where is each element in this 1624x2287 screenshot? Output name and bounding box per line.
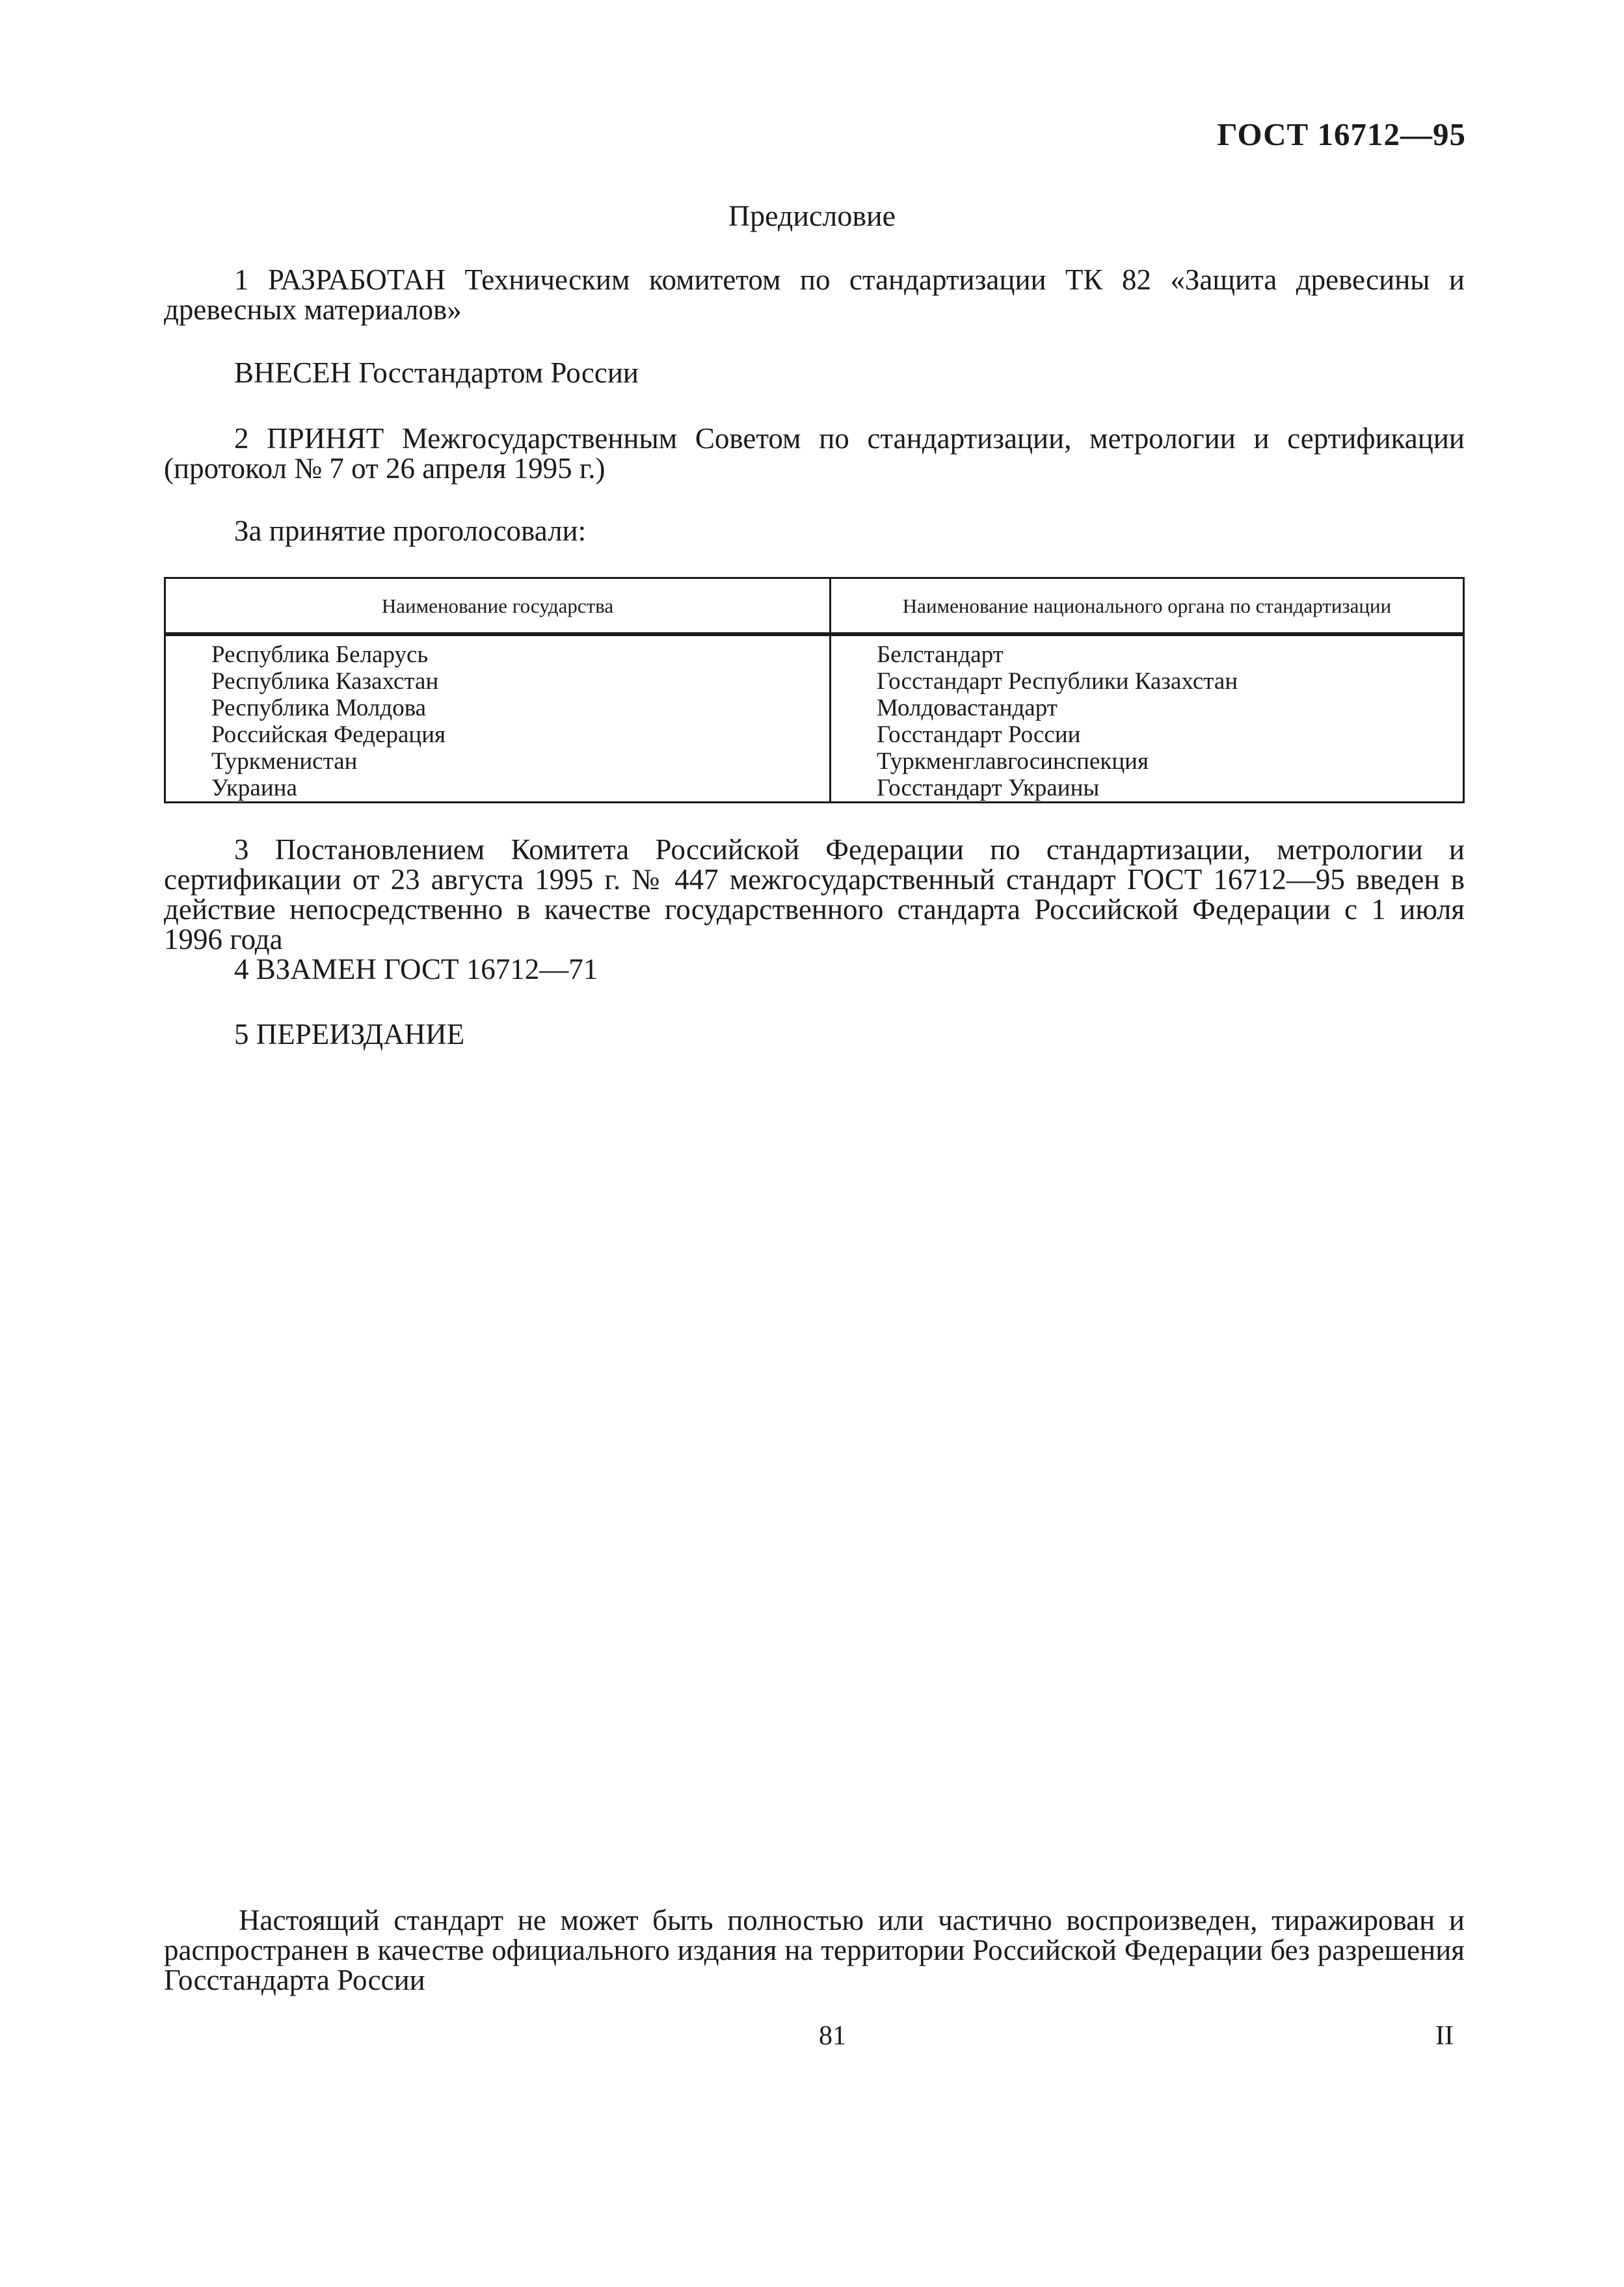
voting-states-table [164,577,1465,803]
section-4-replaces: 4 ВЗАМЕН ГОСТ 16712—71 [234,953,598,985]
section-1-developed: 1 РАЗРАБОТАН Техническим комитетом по стандартизации ТК 82 «Защита древесины и древесных материалов» [164,263,1465,326]
table-row [165,634,1464,668]
copyright-notice: Настоящий стандарт не может быть полностью или частично воспроизведен, тиражирован и распространен в качестве официального издания на территории Российской Федерации без разрешения Госстандарта России [164,1904,1465,1996]
table-row [165,695,1464,721]
table-row [165,721,1464,748]
state-name: Республика Казахстан [165,668,831,695]
standards-body: Белстандарт [831,634,1464,668]
roman-page-marker: II [1435,2021,1454,2051]
section-2-adopted: 2 ПРИНЯТ Межгосударственным Советом по стандартизации, метрологии и сертификации (протокол № 7 от 26 апреля 1995 г.) [164,422,1465,485]
table-row [165,668,1464,695]
standards-body: Госстандарт Республики Казахстан [831,668,1464,695]
standards-body: Молдовастандарт [831,695,1464,721]
column-header-body: Наименование национального органа по стандартизации [831,578,1464,635]
state-name: Российская Федерация [165,721,831,748]
section-5-reissue: 5 ПЕРЕИЗДАНИЕ [234,1018,465,1050]
standards-body: Туркменглавгосинспекция [831,748,1464,775]
voted-label: За принятие проголосовали: [234,515,587,547]
column-header-state: Наименование государства [165,578,831,635]
section-3-resolution: 3 Постановлением Комитета Российской Федерации по стандартизации, метрологии и сертификации от 23 августа 1995 г. № 447 межгосударственный стандарт ГОСТ 16712—95 введен в действие непосредственно в качестве государственного стандарта Российской Федерации с 1 июля 1996 года [164,833,1465,956]
section-1-submitted: ВНЕСЕН Госстандартом России [234,356,639,389]
table-row [165,775,1464,803]
standards-body: Госстандарт России [831,721,1464,748]
standard-code: ГОСТ 16712—95 [1217,116,1466,152]
state-name: Республика Беларусь [165,634,831,668]
state-name: Республика Молдова [165,695,831,721]
page-title: Предисловие [728,199,896,232]
state-name: Туркменистан [165,748,831,775]
table-row [165,748,1464,775]
page-number: 81 [819,2021,846,2051]
state-name: Украина [165,775,831,803]
table-header-row [165,578,1464,635]
standards-body: Госстандарт Украины [831,775,1464,803]
